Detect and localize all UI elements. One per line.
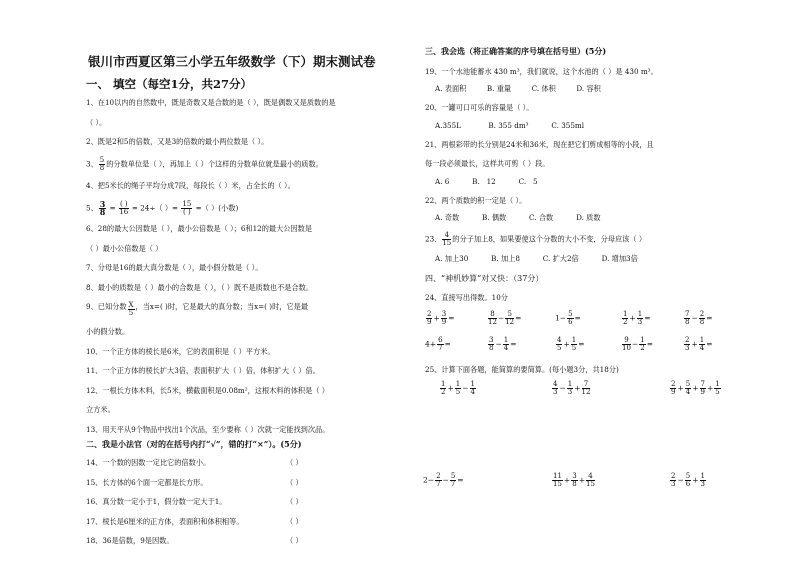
expression: $\frac{2}{3}$ − $\frac{5}{6}$ + $\frac{1}{3}$ <box>671 472 705 489</box>
question-23: 23、 $\frac{4}{15}$ 的分子加上8，如果要使这个分数的大小不变，分母应该（ ） <box>425 230 647 247</box>
calculation-row <box>425 473 765 563</box>
judge-list <box>86 458 416 546</box>
section-2-heading: 二、我是小法官（对的在括号内打“√”，错的打“×”）。(5分) <box>86 438 302 449</box>
expression: $\frac{2}{9}$ + $\frac{3}{9}$ = <box>427 310 455 327</box>
expression: $\frac{3}{8}$ − $\frac{1}{4}$ = <box>489 336 517 353</box>
calculation-row <box>425 381 765 473</box>
question-10: 10、一个正方体的棱长是6米，它的表面积是（ ）平方米。 <box>86 346 275 356</box>
expression: $\frac{4}{5}$ + $\frac{1}{5}$ = <box>557 336 585 353</box>
question-19-options: A. 表面积 B. 重量 C. 体积 D. 容积 <box>435 84 601 94</box>
question-25: 25、计算下面各题，能简算的要简算。(每小题3分，共18分) <box>425 365 619 375</box>
expression: $\frac{4}{3}$ − $\frac{1}{3}$ + $\frac{7}{12}$ <box>553 380 591 397</box>
judge-item: 15、长方体的6个面一定都是长方形。 （ ） <box>86 477 303 487</box>
question-1-line-1: 1、在10以内的自然数中，既是奇数又是合数的是（ ），既是偶数又是质数的是 <box>86 98 336 107</box>
expression: $\frac{9}{10}$ − $\frac{1}{2}$ = <box>622 336 653 353</box>
judge-item: 14、一个数的因数一定比它的倍数小。 （ ） <box>86 457 303 467</box>
question-2: 2、既是2和5的倍数，又是3的倍数的最小两位数是（ ）。 <box>86 137 269 147</box>
question-22-options: A. 奇数 B. 偶数 C. 合数 D. 质数 <box>435 212 601 222</box>
fraction: $\frac{( )}{16}$ <box>119 199 129 216</box>
expression: $\frac{11}{15}$ + $\frac{3}{8}$ + $\frac{4}{15}$ <box>553 472 595 489</box>
fraction: $\frac{15}{( )}$ <box>182 199 192 216</box>
question-6-line-2: （ ）最小公倍数是（ ） <box>86 243 163 253</box>
left-column <box>86 38 416 556</box>
section-3-heading: 三、我会选（将正确答案的序号填在括号里）(5分) <box>425 46 607 56</box>
exam-title: 银川市西夏区第三小学五年级数学（下）期末测试卷 <box>88 54 376 69</box>
question-11: 11、一个正方体的棱长扩大3倍，表面积扩大（ ）倍，体积扩大（ ）倍。 <box>86 366 320 376</box>
right-column <box>425 38 765 563</box>
question-12-line-2: 立方米。 <box>86 405 115 415</box>
question-7: 7、分母是16的最大真分数是（ ），最小假分数是（ ）。 <box>86 263 263 273</box>
section-4-heading: 四、“神机妙算”对又快：（37分） <box>425 274 544 284</box>
judge-item: 16、真分数一定小于1，假分数一定大于1。 （ ） <box>86 497 303 507</box>
expression: $\frac{1}{2}$ + $\frac{1}{3}$ = <box>623 310 651 327</box>
question-4: 4、把5米长的绳子平均分成7段，每段长（ ）米，占全长的（ ）。 <box>86 181 295 191</box>
question-12-line-1: 12、一根长方体木料，长5米，横截面积是0.08m²，这根木料的体积是（ ） <box>86 385 329 395</box>
question-21-line-1: 21、两根彩带的长分别是24米和36米，现在把它们剪成相等的小段，且 <box>425 139 654 149</box>
expression: 2− $\frac{2}{7}$ − $\frac{5}{7}$ = <box>423 472 464 489</box>
section-1-heading: 一、 填空（每空1分，共27分） <box>86 77 253 91</box>
question-21-line-2: 每一段必须最长，这样共可剪（ ）段。 <box>425 159 550 169</box>
expression: $\frac{7}{8}$ − $\frac{2}{8}$ = <box>685 310 713 327</box>
judge-item: 18、36是倍数，9是因数。 （ ） <box>86 536 303 546</box>
expression: $\frac{8}{12}$ − $\frac{5}{12}$ = <box>488 310 522 327</box>
expression: 4+ $\frac{6}{7}$ = <box>425 336 451 353</box>
question-9-line-1: 9、已知分数 $\frac{X}{5}$ ，当x=( )时，它是最大的真分数；当x=( )时，它是最 <box>86 301 309 318</box>
expression: $\frac{2}{3}$ + $\frac{1}{4}$ = <box>685 336 713 353</box>
question-20: 20、一罐可口可乐的容量是（ ）。 <box>425 103 534 113</box>
judge-item: 17、棱长是6厘米的正方体，表面积和体积相等。 （ ） <box>86 516 303 526</box>
expression: 1− $\frac{5}{6}$ = <box>555 310 581 327</box>
expression: $\frac{1}{2}$ + $\frac{1}{5}$ − $\frac{1}{4}$ <box>441 380 475 397</box>
expression: $\frac{2}{9}$ + $\frac{5}{4}$ + $\frac{7}{9}$ + $\frac{1}{5}$ <box>671 380 720 397</box>
question-21-options: A. 6 B. 12 C. 5 <box>435 176 538 186</box>
fraction: $\frac{X}{5}$ <box>128 301 134 318</box>
question-1-line-2: （ ）。 <box>86 117 107 127</box>
question-6-line-1: 6、28的最大公因数是（ ），最小公倍数是（ ）；6和12的最大公因数是 <box>86 223 313 233</box>
fraction: $\frac{4}{15}$ <box>442 230 452 247</box>
question-9-line-2: 小的假分数。 <box>86 326 130 336</box>
question-24: 24、直接写出得数。10分 <box>425 293 508 303</box>
fraction: $\frac{3}{8}$ <box>99 198 106 217</box>
question-19: 19、一个水池能蓄水 430 m³，我们就说，这个水池的（ ）是 430 m³。 <box>425 67 658 76</box>
mental-math-row <box>425 337 765 359</box>
mental-math-row <box>425 311 765 333</box>
question-23-options: A. 加上30 B. 加上8 C. 扩大2倍 D. 增加3倍 <box>435 254 638 264</box>
question-20-options: A.355L B. 355 dm³ C. 355ml <box>435 120 585 130</box>
question-13: 13、用天平从9个物品中找出1个次品，至少要称（ ）次就一定能找到次品。 <box>86 424 330 434</box>
question-8: 8、最小的质数是（ ）最小的合数是（ ），（ ）既不是质数也不是合数。 <box>86 282 314 292</box>
question-3: 3、 $\frac{5}{8}$ 的分数单位是（ ），再加上（ ）个这样的分数单位就是最小的质数。 <box>86 155 323 172</box>
question-5: 5、 $\frac{3}{8}$ = $\frac{( )}{16}$ = 24÷（ ）= $\frac{15}{( )}$ =（ ）(小数) <box>86 198 239 217</box>
question-22: 22、两个质数的积一定是（ ）。 <box>425 195 527 205</box>
fraction: $\frac{5}{8}$ <box>99 155 105 172</box>
